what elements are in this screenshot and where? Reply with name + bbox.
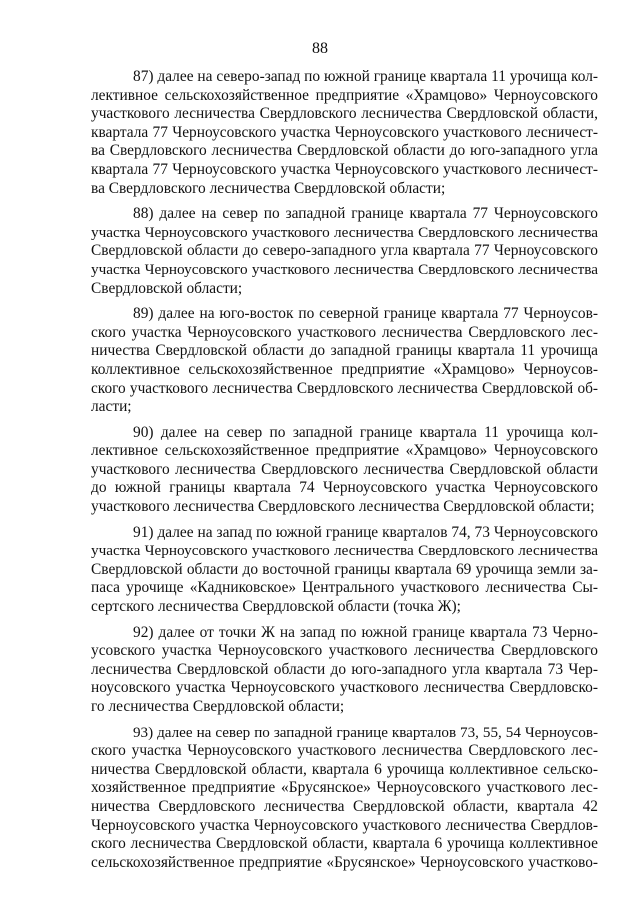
text-line: 92) далее от точки Ж на запад по южной границе квартала 73 Черно- [133, 623, 598, 641]
text-line: ничества Свердловского лесничества Свердловской области, квартала 42 [91, 797, 598, 815]
text-line: ского участка Черноусовского участкового лесничества Свердловского лес- [91, 742, 598, 760]
text-line: Свердловской области до северо-западного угла квартала 77 Черноусовского [91, 242, 598, 260]
text-line: усовского участка Черноусовского участкового лесничества Свердловского [91, 642, 598, 660]
text-line: лективное сельскохозяйственное предприятие «Храмцово» Черноусовского [91, 86, 598, 104]
document-body [91, 68, 598, 879]
text-line: ничества Свердловской области, квартала 6 урочища коллективное сельско- [91, 760, 598, 778]
text-line: 88) далее на север по западной границе квартала 77 Черноусовского [133, 205, 598, 223]
text-line: лесничества Свердловской области до юго-западного угла квартала 73 Чер- [91, 660, 598, 678]
page-number: 88 [312, 40, 328, 57]
paragraph-91 [91, 524, 598, 617]
text-line: 91) далее на запад по южной границе кварталов 74, 73 Черноусовского [133, 523, 598, 541]
text-line: сельскохозяйственное предприятие «Брусянское» Черноусовского участково- [91, 853, 598, 871]
text-line: участкового лесничества Свердловского лесничества Свердловской области; [91, 498, 595, 516]
text-line: ничества Свердловской области до западной границы квартала 11 урочища [91, 342, 598, 360]
text-line: квартала 77 Черноусовского участка Черноусовского участкового лесничест- [91, 123, 598, 141]
text-line: го лесничества Свердловской области; [91, 698, 345, 715]
text-line: ского лесничества Свердловской области, квартала 6 урочища коллективное [91, 835, 598, 853]
text-line: 90) далее на север по западной границе квартала 11 урочища кол- [133, 423, 598, 441]
text-line: участка Черноусовского участкового лесничества Свердловского лесничества [91, 542, 598, 560]
text-line: квартала 77 Черноусовского участка Черноусовского участкового лесничест- [91, 160, 598, 178]
text-line: сертского лесничества Свердловской области (точка Ж); [91, 598, 461, 616]
text-line: ва Свердловского лесничества Свердловской области; [91, 179, 446, 197]
text-line: участка Черноусовского участкового лесничества Свердловского лесничества [91, 223, 598, 241]
text-line: коллективное сельскохозяйственное предприятие «Храмцово» Черноусов- [91, 360, 598, 378]
text-line: участкового лесничества Свердловского лесничества Свердловской области, [91, 105, 598, 123]
text-line: паса урочище «Кадниковское» Центрального участкового лесничества Сы- [91, 579, 598, 597]
paragraph-90 [91, 424, 598, 517]
text-line: участка Черноусовского участкового лесничества Свердловского лесничества [91, 260, 598, 278]
text-line: до южной границы квартала 74 Черноусовского участка Черноусовского [91, 479, 598, 497]
text-line: ского участка Черноусовского участкового лесничества Свердловского лес- [91, 323, 598, 341]
paragraph-92 [91, 624, 598, 717]
text-line: Черноусовского участка Черноусовского участкового лесничества Свердлов- [91, 816, 598, 834]
text-line: 93) далее на север по западной границе кварталов 73, 55, 54 Черноусов- [133, 724, 598, 741]
text-line: 87) далее на северо-запад по южной границе квартала 11 урочища кол- [133, 68, 598, 85]
text-line: лективное сельскохозяйственное предприятие «Храмцово» Черноусовского [91, 442, 598, 460]
paragraph-88 [91, 205, 598, 298]
text-line: участкового лесничества Свердловского лесничества Свердловской области [91, 460, 598, 478]
paragraph-93 [91, 724, 598, 873]
paragraph-87 [91, 68, 598, 198]
text-line: ва Свердловского лесничества Свердловской области до юго-западного угла [91, 142, 598, 160]
text-line: ласти; [91, 398, 132, 416]
text-line: ского участкового лесничества Свердловского лесничества Свердловской об- [91, 379, 598, 397]
paragraph-89 [91, 305, 598, 417]
text-line: хозяйственное предприятие «Брусянское» Черноусовского участкового лес- [91, 779, 598, 797]
text-line: Свердловской области; [91, 279, 243, 297]
text-line: Свердловской области до восточной границы квартала 69 урочища земли за- [91, 560, 598, 578]
text-line: ноусовского участка Черноусовского участкового лесничества Свердловско- [91, 679, 598, 697]
text-line: 89) далее на юго-восток по северной границе квартала 77 Черноусов- [133, 305, 598, 323]
